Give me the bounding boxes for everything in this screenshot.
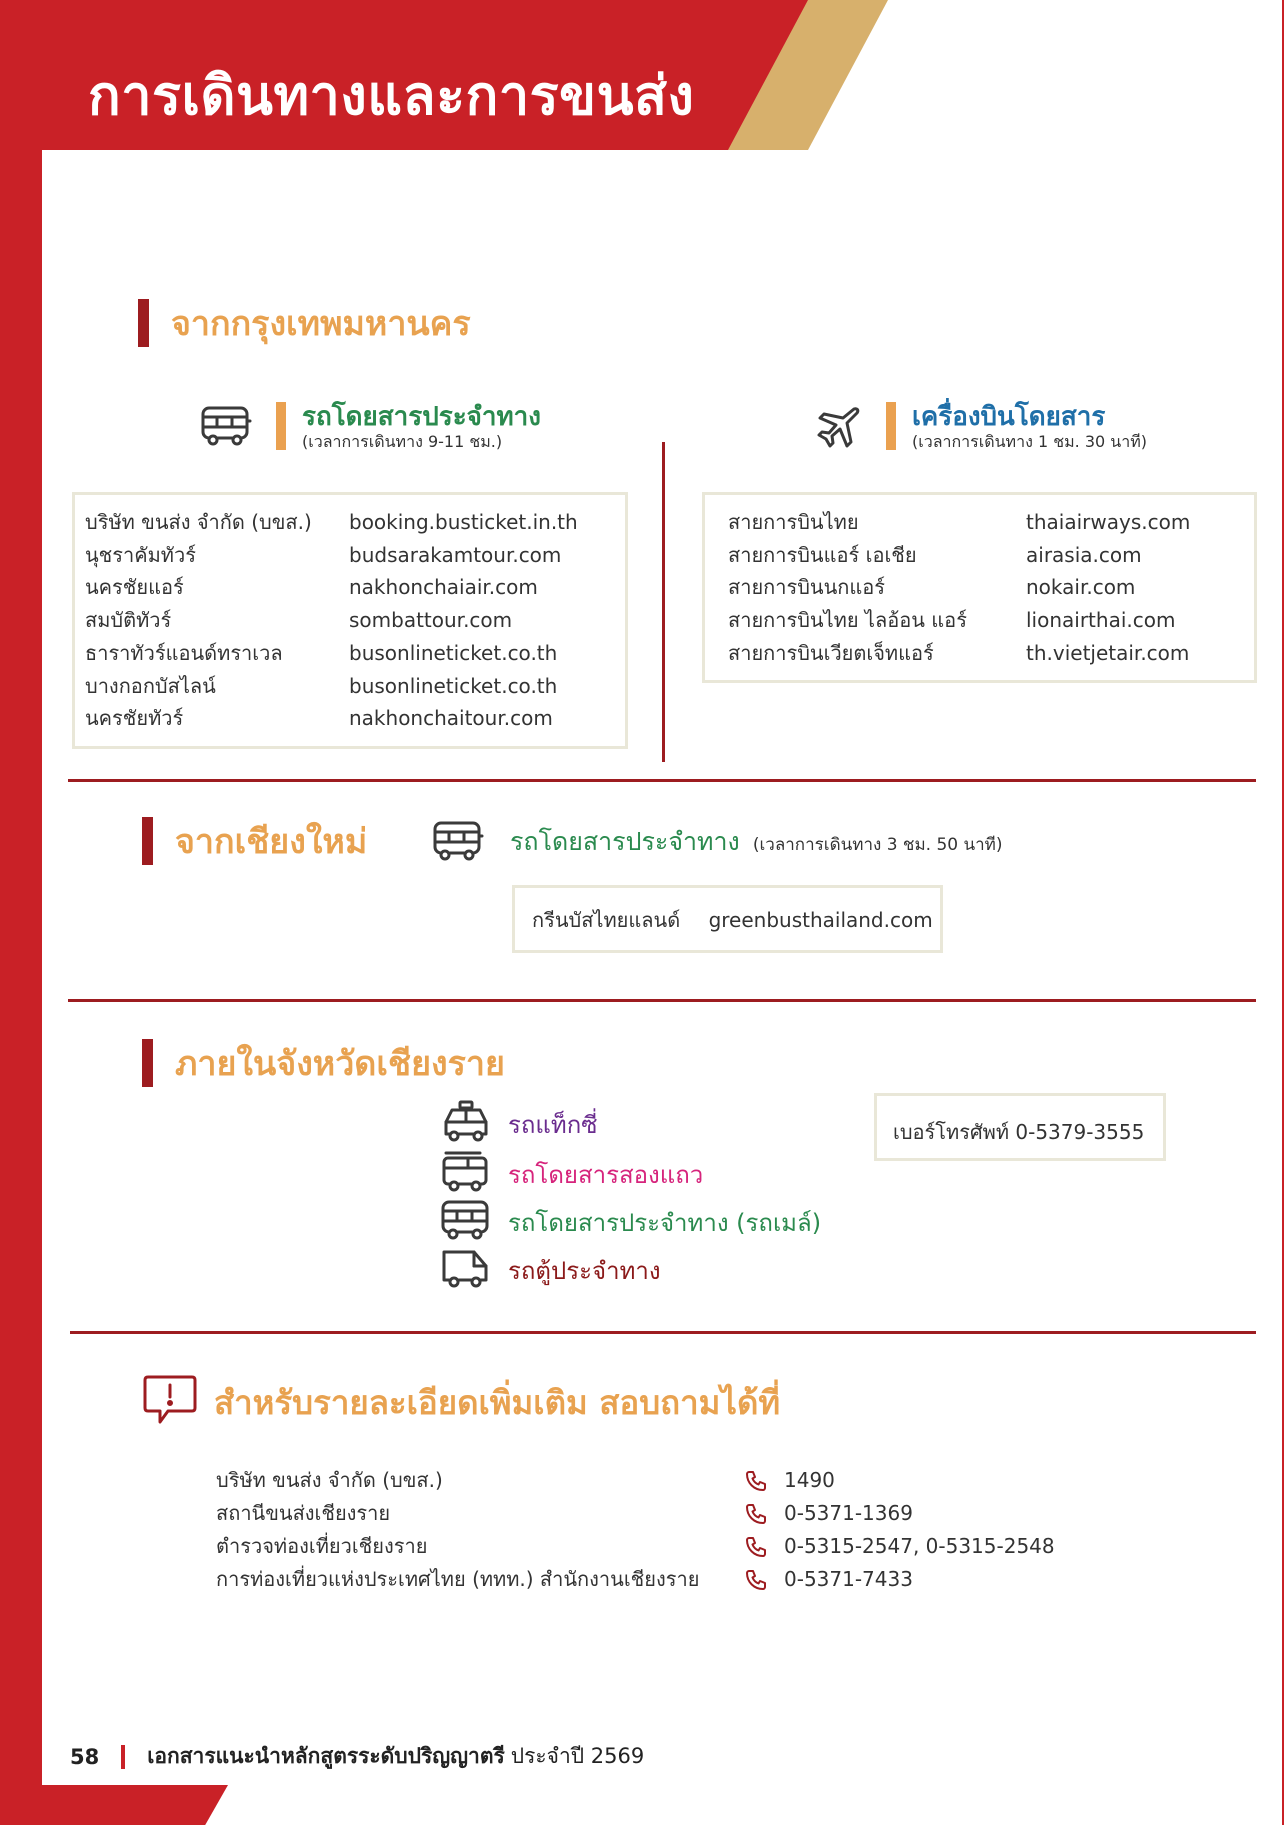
page-number: 58 bbox=[70, 1744, 100, 1769]
title-accent-bar bbox=[886, 402, 896, 450]
taxi-icon bbox=[440, 1100, 492, 1148]
table-row bbox=[728, 539, 1190, 572]
section-heading-text: จากเชียงใหม่ bbox=[175, 822, 368, 862]
airline-website: thaiairways.com bbox=[1026, 510, 1191, 534]
operator-website: nakhonchaiair.com bbox=[349, 575, 538, 600]
airline-website: th.vietjetair.com bbox=[1026, 640, 1190, 665]
bus-operators-table bbox=[85, 506, 578, 735]
page-title: การเดินทางและการขนส่ง bbox=[88, 64, 695, 127]
local-item-bus bbox=[440, 1198, 821, 1246]
contact-name: ตำรวจท่องเที่ยวเชียงราย bbox=[216, 1534, 428, 1558]
operator-name: นุชราคัมทัวร์ bbox=[85, 542, 196, 567]
contact-name: บริษัท ขนส่ง จำกัด (บขส.) bbox=[216, 1468, 443, 1492]
section-divider bbox=[68, 779, 1256, 782]
local-item-taxi bbox=[440, 1100, 598, 1148]
operator-name: บริษัท ขนส่ง จำกัด (บขส.) bbox=[85, 510, 312, 534]
operator-website: budsarakamtour.com bbox=[349, 542, 562, 567]
songthaew-icon bbox=[440, 1150, 492, 1198]
airlines-table bbox=[728, 506, 1190, 670]
contact-list bbox=[216, 1464, 699, 1596]
column-divider bbox=[662, 442, 665, 762]
contact-phone-row bbox=[744, 1497, 1055, 1530]
operator-website: booking.busticket.in.th bbox=[349, 510, 578, 534]
bus-mode-label: รถโดยสารประจำทาง bbox=[302, 402, 541, 432]
bus-icon bbox=[200, 405, 252, 447]
plane-mode-label: เครื่องบินโดยสาร bbox=[912, 402, 1106, 432]
phone-icon bbox=[744, 1502, 768, 1526]
airline-name: สายการบินไทย ไลอ้อน แอร์ bbox=[728, 608, 967, 633]
local-item-label: รถโดยสารสองแถว bbox=[508, 1160, 704, 1189]
info-bubble-icon bbox=[142, 1374, 198, 1430]
taxi-phone: เบอร์โทรศัพท์ 0-5379-3555 bbox=[893, 1120, 1145, 1144]
contact-phone: 0-5371-7433 bbox=[784, 1567, 913, 1591]
operator-website: nakhonchaitour.com bbox=[349, 706, 553, 731]
operator-name: บางกอกบัสไลน์ bbox=[85, 673, 216, 698]
heading-bar bbox=[142, 817, 153, 865]
section-heading-local bbox=[142, 1036, 505, 1090]
airline-website: airasia.com bbox=[1026, 542, 1142, 567]
airline-name: สายการบินแอร์ เอเชีย bbox=[728, 542, 917, 567]
local-item-label: รถโดยสารประจำทาง (รถเมล์) bbox=[508, 1208, 822, 1237]
section-heading-text: จากกรุงเทพมหานคร bbox=[171, 304, 471, 344]
phone-icon bbox=[744, 1568, 768, 1592]
contact-phone: 0-5315-2547, 0-5315-2548 bbox=[784, 1534, 1055, 1558]
table-row bbox=[85, 539, 578, 572]
section-heading-bangkok bbox=[138, 296, 471, 350]
table-row bbox=[728, 506, 1190, 539]
contact-name: สถานีขนส่งเชียงราย bbox=[216, 1501, 391, 1525]
plane-travel-time: (เวลาการเดินทาง 1 ชม. 30 นาที) bbox=[912, 432, 1147, 451]
bus-travel-time: (เวลาการเดินทาง 3 ชม. 50 นาที) bbox=[752, 835, 1003, 855]
local-item-van bbox=[440, 1246, 661, 1294]
chiangmai-mode-line bbox=[510, 822, 1003, 862]
contact-phone-row bbox=[744, 1530, 1055, 1563]
left-red-band bbox=[0, 0, 42, 1825]
footer-year: ประจำปี 2569 bbox=[510, 1744, 645, 1768]
table-row bbox=[85, 670, 578, 703]
operator-name: นครชัยแอร์ bbox=[85, 575, 184, 600]
contact-phone-row bbox=[744, 1563, 1055, 1596]
table-row bbox=[728, 604, 1190, 637]
bus-icon bbox=[432, 820, 484, 862]
right-border-line bbox=[1282, 0, 1284, 1825]
table-row bbox=[85, 637, 578, 670]
airplane-icon bbox=[814, 404, 862, 452]
local-item-label: รถตู้ประจำทาง bbox=[508, 1256, 661, 1285]
operator-website: busonlineticket.co.th bbox=[349, 673, 558, 698]
local-item-label: รถแท็กซี่ bbox=[508, 1110, 598, 1139]
operator-name: กรีนบัสไทยแลนด์ bbox=[532, 908, 681, 932]
bus-travel-time: (เวลาการเดินทาง 9-11 ชม.) bbox=[302, 432, 503, 451]
airline-name: สายการบินไทย bbox=[728, 510, 859, 534]
airline-website: nokair.com bbox=[1026, 575, 1136, 600]
table-row bbox=[728, 637, 1190, 670]
phone-icon bbox=[744, 1469, 768, 1493]
title-accent-bar bbox=[276, 402, 286, 450]
operator-website: busonlineticket.co.th bbox=[349, 640, 558, 665]
heading-bar bbox=[142, 1039, 153, 1087]
contact-name: การท่องเที่ยวแห่งประเทศไทย (ททท.) สำนักงานเชียงราย bbox=[216, 1567, 700, 1591]
footer-red-wedge bbox=[0, 1785, 228, 1825]
operator-website: sombattour.com bbox=[349, 608, 513, 633]
table-row bbox=[85, 702, 578, 735]
bangkok-bus-title bbox=[276, 402, 541, 452]
contact-phone: 1490 bbox=[784, 1468, 835, 1492]
contact-phones bbox=[744, 1464, 1055, 1596]
contact-phone: 0-5371-1369 bbox=[784, 1501, 913, 1525]
table-row bbox=[728, 571, 1190, 604]
table-row bbox=[85, 506, 578, 539]
airline-name: สายการบินเวียตเจ็ทแอร์ bbox=[728, 640, 934, 665]
section-heading-text: ภายในจังหวัดเชียงราย bbox=[175, 1044, 505, 1084]
phone-icon bbox=[744, 1535, 768, 1559]
section-heading-chiangmai bbox=[142, 814, 367, 868]
bus-icon bbox=[440, 1198, 492, 1246]
operator-name: สมบัติทัวร์ bbox=[85, 608, 172, 633]
table-row bbox=[85, 571, 578, 604]
operator-website: greenbusthailand.com bbox=[708, 908, 933, 932]
footer-divider bbox=[121, 1745, 125, 1769]
section-divider bbox=[70, 1331, 1256, 1334]
bus-mode-label: รถโดยสารประจำทาง bbox=[510, 827, 740, 856]
contact-phone-row bbox=[744, 1464, 1055, 1497]
bangkok-plane-title bbox=[886, 402, 1147, 452]
table-row bbox=[85, 604, 578, 637]
page-footer bbox=[70, 1740, 644, 1773]
heading-bar bbox=[138, 299, 149, 347]
airline-website: lionairthai.com bbox=[1026, 608, 1176, 633]
more-info-heading: สำหรับรายละเอียดเพิ่มเติม สอบถามได้ที่ bbox=[214, 1383, 781, 1422]
section-divider bbox=[68, 999, 1256, 1002]
local-item-songthaew bbox=[440, 1150, 703, 1198]
airline-name: สายการบินนกแอร์ bbox=[728, 575, 886, 600]
operator-name: นครชัยทัวร์ bbox=[85, 706, 184, 731]
operator-name: ธาราทัวร์แอนด์ทราเวล bbox=[85, 640, 283, 665]
van-icon bbox=[440, 1246, 492, 1294]
footer-title: เอกสารแนะนำหลักสูตรระดับปริญญาตรี bbox=[147, 1744, 505, 1768]
greenbus-row bbox=[532, 904, 933, 936]
